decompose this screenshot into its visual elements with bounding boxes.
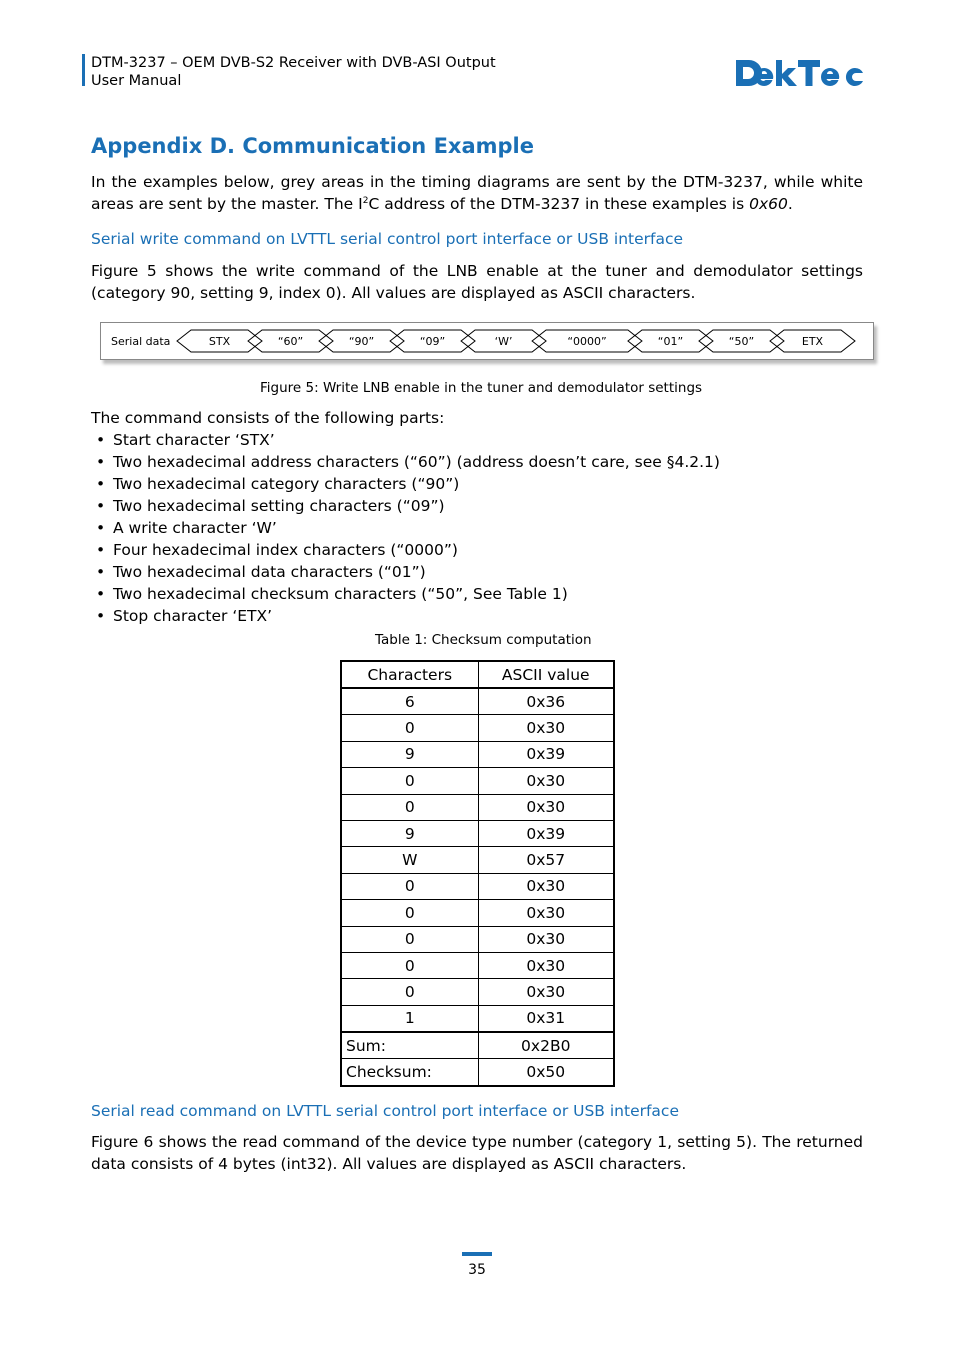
i2c-address: 0x60 (749, 194, 788, 213)
cell-ascii-value: 0x57 (478, 847, 614, 873)
list-item: • Two hexadecimal address characters (“60”) (address doesn’t care, see §4.2.1) (91, 451, 720, 473)
table-row (341, 768, 614, 794)
timing-segment-label: “50” (728, 335, 755, 348)
cell-ascii-value: 0x30 (478, 952, 614, 978)
table-row (341, 1005, 614, 1032)
figure5-timing-diagram (100, 322, 874, 360)
timing-segment-label: “09” (419, 335, 446, 348)
list-item: • Two hexadecimal category characters (“90”) (91, 473, 720, 495)
table-row (341, 873, 614, 899)
cell-character: 9 (341, 741, 478, 767)
table-row (341, 926, 614, 952)
table-row (341, 741, 614, 767)
cell-ascii-value: 0x36 (478, 688, 614, 715)
cell-character: 6 (341, 688, 478, 715)
timing-segment-label: ETX (801, 335, 824, 348)
header-accent-bar (82, 54, 85, 86)
timing-segment-label: “0000” (567, 335, 607, 348)
sum-value: 0x2B0 (478, 1032, 614, 1059)
cell-character: 0 (341, 873, 478, 899)
sum-label: Sum: (341, 1032, 478, 1059)
cell-ascii-value: 0x30 (478, 926, 614, 952)
cell-ascii-value: 0x30 (478, 794, 614, 820)
cell-character: 1 (341, 1005, 478, 1032)
page-number-bar (462, 1252, 492, 1256)
list-item: • Start character ‘STX’ (91, 429, 720, 451)
timing-segment-label: “01” (657, 335, 684, 348)
cell-character: 0 (341, 979, 478, 1005)
cell-ascii-value: 0x39 (478, 820, 614, 846)
col-header-ascii: ASCII value (478, 661, 614, 688)
command-parts-list (91, 429, 720, 627)
cell-ascii-value: 0x31 (478, 1005, 614, 1032)
cell-character: 0 (341, 794, 478, 820)
table-row (341, 715, 614, 741)
appendix-title: Appendix D. Communication Example (91, 134, 534, 158)
cell-character: W (341, 847, 478, 873)
intro-paragraph: In the examples below, grey areas in the timing diagrams are sent by the DTM-3237, while white areas are sent by the master. The $I^2C$ address of the DTM-3237 in these examples is 0x60. (91, 173, 863, 213)
cell-ascii-value: 0x30 (478, 979, 614, 1005)
timing-segment-label: “60” (277, 335, 304, 348)
checksum-value: 0x50 (478, 1059, 614, 1086)
cell-ascii-value: 0x30 (478, 715, 614, 741)
timing-segment-label: STX (208, 335, 231, 348)
table-row (341, 847, 614, 873)
list-item: • Four hexadecimal index characters (“0000”) (91, 539, 720, 561)
write-command-paragraph: Figure 5 shows the write command of the LNB enable at the tuner and demodulator settings (category 90, setting 9, index 0). All values are displayed as ASCII characters. (91, 262, 863, 302)
table-header-row (341, 661, 614, 688)
section-heading-read: Serial read command on LVTTL serial control port interface or USB interface (91, 1102, 679, 1120)
table-row (341, 820, 614, 846)
read-command-paragraph: Figure 6 shows the read command of the device type number (category 1, setting 5). The returned data consists of 4 bytes (int32). All values are displayed as ASCII characters. (91, 1133, 863, 1173)
parts-intro: The command consists of the following parts: (91, 409, 445, 427)
page-number: 35 (468, 1262, 486, 1278)
checksum-table-body (341, 688, 614, 1032)
cell-character: 0 (341, 715, 478, 741)
cell-character: 0 (341, 768, 478, 794)
table-row (341, 979, 614, 1005)
timing-diagram-svg (101, 323, 873, 359)
section-heading-write: Serial write command on LVTTL serial control port interface or USB interface (91, 230, 684, 248)
table-row (341, 794, 614, 820)
table-row (341, 900, 614, 926)
checksum-label: Checksum: (341, 1059, 478, 1086)
header-doc-subtitle: User Manual (91, 73, 182, 89)
cell-ascii-value: 0x30 (478, 768, 614, 794)
cell-character: 0 (341, 926, 478, 952)
timing-label: Serial data (111, 335, 171, 348)
list-item: • Two hexadecimal checksum characters (“50”, See Table 1) (91, 583, 720, 605)
cell-ascii-value: 0x39 (478, 741, 614, 767)
list-item: • A write character ‘W’ (91, 517, 720, 539)
cell-ascii-value: 0x30 (478, 900, 614, 926)
figure5-caption: Figure 5: Write LNB enable in the tuner and demodulator settings (260, 380, 703, 396)
checksum-table (340, 660, 615, 1087)
dektec-logo (734, 56, 864, 90)
list-item: • Two hexadecimal data characters (“01”) (91, 561, 720, 583)
checksum-row (341, 1059, 614, 1086)
sum-row (341, 1032, 614, 1059)
table-row (341, 952, 614, 978)
timing-segment-label: ‘W’ (494, 335, 513, 348)
header-doc-title: DTM-3237 – OEM DVB-S2 Receiver with DVB-ASI Output (91, 55, 496, 71)
table-row (341, 688, 614, 715)
cell-character: 0 (341, 952, 478, 978)
col-header-characters: Characters (341, 661, 478, 688)
cell-ascii-value: 0x30 (478, 873, 614, 899)
cell-character: 0 (341, 900, 478, 926)
list-item: • Stop character ‘ETX’ (91, 605, 720, 627)
list-item: • Two hexadecimal setting characters (“09”) (91, 495, 720, 517)
cell-character: 9 (341, 820, 478, 846)
header-text (91, 54, 496, 90)
table1-caption: Table 1: Checksum computation (375, 632, 592, 648)
timing-segment-label: “90” (348, 335, 375, 348)
